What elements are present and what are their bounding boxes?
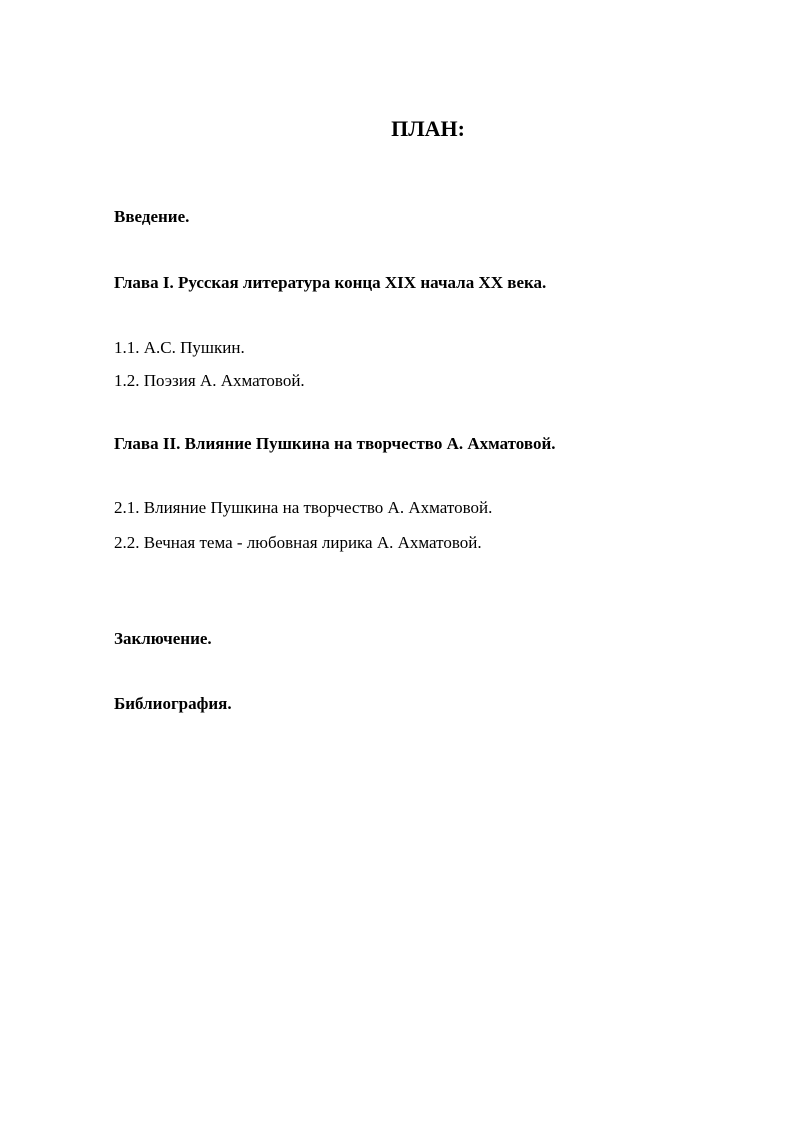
chapter-2-heading: Глава II. Влияние Пушкина на творчество А. Ахматовой. (114, 434, 556, 453)
page-title: ПЛАН: (391, 116, 465, 141)
chapter-1-item: 1.2. Поэзия А. Ахматовой. (114, 371, 305, 390)
chapter-2-item: 2.2. Вечная тема - любовная лирика А. Ахматовой. (114, 533, 482, 552)
conclusion-heading: Заключение. (114, 629, 212, 648)
bibliography-heading: Библиография. (114, 694, 232, 713)
chapter-2-item: 2.1. Влияние Пушкина на творчество А. Ахматовой. (114, 498, 493, 517)
chapter-1-item: 1.1. А.С. Пушкин. (114, 338, 245, 357)
introduction-heading: Введение. (114, 207, 190, 226)
chapter-1-heading: Глава I. Русская литература конца XIX начала XX века. (114, 273, 547, 292)
